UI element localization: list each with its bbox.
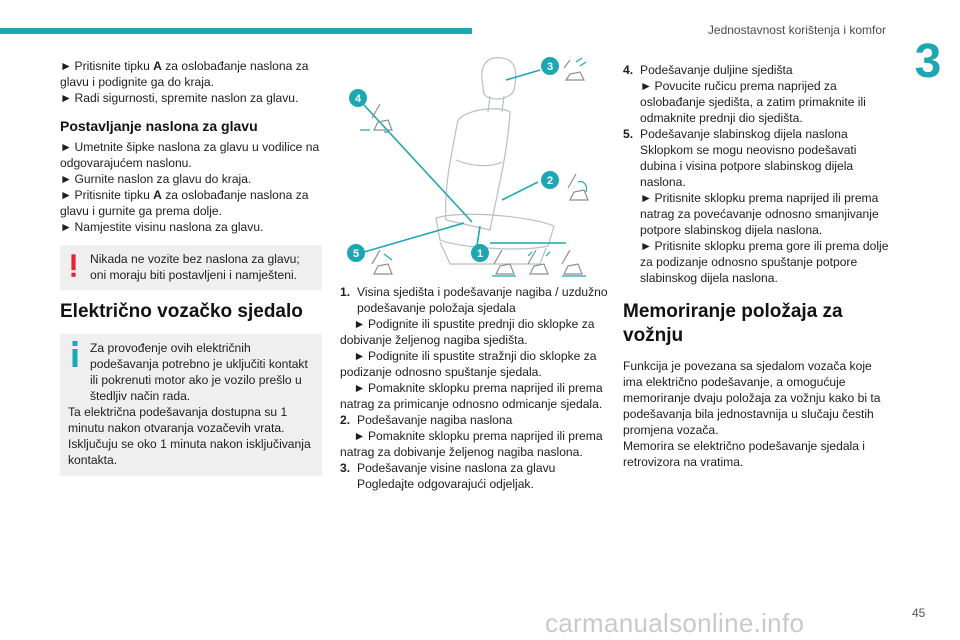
sub-step: ► Podignite ili spustite stražnji dio sklopke za podizanje odnosno spuštanje sjedala. bbox=[340, 349, 597, 379]
seat-pictogram-icon bbox=[528, 250, 550, 274]
triangle-bullet-icon: ► bbox=[60, 59, 72, 73]
column-left bbox=[60, 58, 322, 482]
memory-paragraph-2: Memorira se električno podešavanje sjedala i retrovizora na vratima. bbox=[623, 439, 865, 469]
callout-4 bbox=[349, 89, 367, 107]
memory-paragraph-1: Funkcija je povezana sa sjedalom vozača koje ima električno podešavanje, a omogućuje memoriranje dvaju položaja za vožnju kako bi ta podešavanja bila jednostavnija u slučaju čestih promjena vozača. bbox=[623, 359, 881, 437]
triangle-bullet-icon: ► bbox=[353, 429, 366, 443]
step-store: ► Radi sigurnosti, spremite naslon za glavu. bbox=[60, 91, 299, 105]
triangle-bullet-icon: ► bbox=[60, 172, 72, 186]
svg-text:2: 2 bbox=[546, 175, 554, 187]
step-push: ► Gurnite naslon za glavu do kraja. bbox=[60, 172, 252, 186]
list-item-5: 5. Podešavanje slabinskog dijela naslona Sklopkom se mogu neovisno podešavati dubina i visina potpore slabinskog dijela naslona. ► Pritisnite sklopku prema naprijed ili prema natrag za povećavanje odnosno smanjivanje potpore slabinskog dijela naslona. ► Pritisnite sklopku prema gore ili prema dolje za podizanje odnosno spuštanje potpore slabinskog dijela naslona. bbox=[623, 126, 893, 286]
sub-step: ► Pritisnite sklopku prema gore ili prema dolje za podizanje odnosno spuštanje potpore slabinskog dijela naslona. bbox=[640, 239, 889, 285]
list-item-1: 1. Visina sjedišta i podešavanje nagiba / uzdužno podešavanje položaja sjedala bbox=[340, 285, 608, 315]
sub-step: ► Pritisnite sklopku prema naprijed ili prema natrag za povećavanje odnosno smanjivanje potpore slabinskog dijela naslona. bbox=[640, 191, 879, 237]
svg-text:4: 4 bbox=[354, 93, 362, 105]
triangle-bullet-icon: ► bbox=[60, 91, 72, 105]
seat-pictogram-icon bbox=[492, 250, 516, 276]
sub-step: ► Pomaknite sklopku prema naprijed ili prema natrag za primicanje odnosno odmicanje sjedala. bbox=[340, 381, 603, 411]
info-box: Za provođenje ovih električnih podešavanja potrebno je uključiti kontakt ili pokrenuti motor ako je vozilo prešlo u štedljiv način rada. Ta električna podešavanja dostupna su 1 minutu nakon otvaranja vozačevih vrata. Isključuju se oko 1 minuta nakon isključivanja kontakta. bbox=[60, 334, 322, 476]
svg-text:3: 3 bbox=[546, 61, 554, 73]
list-item-4: 4. Podešavanje duljine sjedišta ► Povucite ručicu prema naprijed za oslobađanje sjedišta, a zatim primaknite ili odmaknite prednji dio sjedišta. bbox=[623, 62, 893, 126]
triangle-bullet-icon: ► bbox=[60, 140, 72, 154]
list-item-3: 3. Podešavanje visine naslona za glavu Pogledajte odgovarajući odjeljak. bbox=[340, 461, 556, 491]
running-header: Jednostavnost korištenja i komfor bbox=[707, 23, 886, 37]
triangle-bullet-icon: ► bbox=[640, 79, 652, 93]
header-accent-bar bbox=[0, 28, 472, 34]
triangle-bullet-icon: ► bbox=[640, 191, 652, 205]
callout-5 bbox=[347, 244, 365, 262]
triangle-bullet-icon: ► bbox=[60, 188, 72, 202]
seat-diagram bbox=[340, 50, 610, 280]
warning-box: Nikada ne vozite bez naslona za glavu; oni moraju biti postavljeni i namješteni. bbox=[60, 245, 322, 290]
section-title-electric-seat: Električno vozačko sjedalo bbox=[60, 301, 303, 322]
step-press-a: ► Pritisnite tipku A za oslobađanje naslona za glavu i podignite ga do kraja. bbox=[60, 59, 309, 89]
section-title-memory: Memoriranje položaja za vožnju bbox=[623, 301, 843, 346]
seat-pictogram-icon bbox=[372, 250, 392, 274]
triangle-bullet-icon: ► bbox=[353, 317, 366, 331]
step-release: ► Pritisnite tipku A za oslobađanje naslona za glavu i gurnite ga prema dolje. bbox=[60, 188, 309, 218]
seat-back-outline bbox=[446, 109, 510, 230]
seat-pictogram-icon bbox=[562, 250, 586, 276]
callout-2 bbox=[541, 171, 559, 189]
svg-text:1: 1 bbox=[476, 248, 484, 260]
svg-text:5: 5 bbox=[352, 248, 360, 260]
warning-exclamation-icon bbox=[71, 252, 76, 280]
callout-1 bbox=[471, 244, 489, 262]
info-icon bbox=[71, 341, 79, 367]
seat-pictogram-icon bbox=[568, 174, 588, 200]
page-number: 45 bbox=[912, 606, 926, 620]
column-right bbox=[623, 62, 893, 470]
seat-pictogram-icon bbox=[564, 58, 586, 80]
callout-3 bbox=[541, 57, 559, 75]
sub-step: ► Podignite ili spustite prednji dio sklopke za dobivanje željenog nagiba sjedišta. bbox=[340, 317, 595, 347]
triangle-bullet-icon: ► bbox=[640, 239, 652, 253]
chapter-number: 3 bbox=[914, 35, 942, 88]
triangle-bullet-icon: ► bbox=[60, 220, 72, 234]
column-middle bbox=[340, 284, 610, 492]
triangle-bullet-icon: ► bbox=[353, 349, 366, 363]
step-adjust: ► Namjestite visinu naslona za glavu. bbox=[60, 220, 264, 234]
subheading-install-headrest: Postavljanje naslona za glavu bbox=[60, 118, 258, 134]
watermark: carmanualsonline.info bbox=[545, 608, 805, 638]
step-insert: ► Umetnite šipke naslona za glavu u vodilice na odgovarajućem naslonu. bbox=[60, 140, 320, 170]
list-item-2: 2. Podešavanje nagiba naslona bbox=[340, 413, 513, 427]
triangle-bullet-icon: ► bbox=[353, 381, 366, 395]
sub-step: ► Pomaknite sklopku prema naprijed ili prema natrag za dobivanje željenog nagiba naslona. bbox=[340, 429, 603, 459]
sub-step: ► Povucite ručicu prema naprijed za oslobađanje sjedišta, a zatim primaknite ili odmaknite prednji dio sjedišta. bbox=[640, 79, 866, 125]
